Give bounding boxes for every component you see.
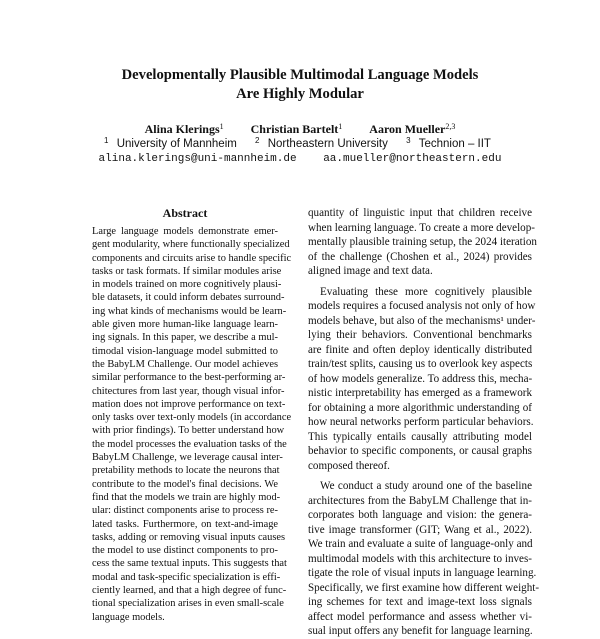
abstract-line: language models. (92, 611, 165, 623)
paragraph (308, 479, 540, 639)
author-name: Aaron Mueller (369, 122, 446, 136)
abstract-line: only tasks over text-only models (in accordance (92, 412, 292, 424)
abstract-line: chitectures from last year, though visual infor- (92, 385, 285, 397)
abstract-line: the model processes the evaluation tasks of the (92, 438, 287, 450)
paragraph (308, 285, 536, 474)
abstract-line: mation does not improve performance on text- (92, 398, 286, 410)
paper-title (60, 66, 540, 104)
abstract-line: contribute to the model's final decisions. We (92, 478, 278, 490)
abstract-line: tasks, adding or removing visual inputs causes (92, 531, 286, 543)
author-name: Christian Bartelt (250, 122, 339, 136)
affiliation (406, 138, 496, 150)
paragraph-line: Evaluating these more cognitively plausible (320, 285, 532, 298)
author-affil-mark: 1 (338, 122, 343, 131)
abstract-line: ing signals. In this paper, we describe a mul- (92, 332, 278, 344)
abstract-line: cess the same textual inputs. This suggests that (92, 558, 287, 570)
author (145, 122, 224, 136)
paragraph (308, 206, 537, 279)
author-affil-mark: 2,3 (445, 122, 456, 131)
abstract-line: the BabyLM Challenge. Our model achieves (92, 358, 278, 370)
abstract-line: BabyLM Challenge, we leverage causal inter- (92, 452, 283, 464)
author-list (100, 121, 500, 137)
affiliation (104, 138, 242, 150)
abstract-line: gent modularity, where functionally specialized (92, 239, 290, 251)
paragraph-line: We conduct a study around one of the baseline (320, 480, 532, 492)
abstract-line: ble datasets, it could inform debates surround- (92, 292, 285, 304)
paragraph-line: We train and evaluate a suite of language-only and (308, 538, 533, 550)
title-line: Developmentally Plausible Multimodal Language Models (121, 67, 479, 83)
paragraph-line: of the challenge (Choshen et al., 2024) provides (308, 250, 532, 263)
affil-mark: 2 (255, 136, 260, 145)
paragraph-line: tigate the role of visual inputs in language learning. (308, 567, 537, 579)
author-email[interactable]: alina.klerings@uni-mannheim.de (98, 153, 297, 165)
abstract-line: components and circuits arise to handle specific (92, 252, 292, 264)
abstract-line: find that the models we train are highly mod- (92, 491, 281, 503)
abstract-line: with prior findings). To better understand how (92, 425, 285, 437)
affil-name: Northeastern University (267, 138, 388, 150)
paragraph-line: models requires a focused analysis not only of how (308, 300, 536, 312)
author-name: Alina Klerings (144, 122, 220, 136)
affil-name: University of Mannheim (116, 138, 237, 150)
paragraph-line: quantity of linguistic input that children receive (308, 207, 532, 219)
abstract-line: tional specialization arises in even small-scale (92, 598, 284, 610)
email-list (60, 152, 540, 166)
affiliation (255, 138, 393, 150)
abstract-line: able given more human-like language learn- (92, 319, 278, 331)
affil-name: Technion – IIT (418, 138, 491, 150)
paragraph-line: how neural networks perform particular behaviors. (308, 416, 534, 428)
paragraph-line: tive image transformer (GIT; Wang et al., 2022). (308, 523, 532, 536)
paragraph-line: architectures from the BabyLM Challenge that in- (308, 494, 532, 507)
paragraph-line: corporates both language and vision: the genera- (308, 509, 532, 521)
paragraph-line: This typically entails causally attributing model (308, 430, 532, 443)
author (251, 122, 343, 136)
paragraph-line: ing schemes for text and image-text loss signals (308, 596, 532, 608)
affil-mark: 1 (104, 136, 109, 145)
paragraph-line: sual input offers any benefit for language learning. (308, 625, 533, 637)
abstract-line: tasks or task formats. If similar modules arise (92, 265, 282, 277)
abstract-line: timodal vision-language model submitted to (92, 345, 278, 357)
abstract-body (92, 225, 292, 624)
paragraph-line: train/test splits, causing us to overlook key aspects (308, 358, 533, 370)
abstract-line: Large language models demonstrate emer- (92, 226, 278, 237)
author (369, 122, 455, 136)
paragraph-line: of how models generalize. To address this, mecha- (308, 372, 533, 385)
paragraph-line: when learning language. To create a more develop- (308, 221, 535, 234)
right-column-body (308, 206, 540, 639)
paragraph-line: affect model performance and assess whether vi- (308, 610, 532, 623)
paragraph-line: lying their behaviors. Conventional benchmarks (308, 329, 532, 341)
paragraph-line: Specifically, we first examine how different weight- (308, 581, 540, 594)
paragraph-line: composed thereof. (308, 459, 390, 472)
paragraph-line: nistic interpretability has emerged as a framework (308, 387, 532, 399)
author-affil-mark: 1 (219, 122, 224, 131)
abstract-line: the model to use distinct components to pro- (92, 545, 278, 557)
title-line: Are Highly Modular (236, 86, 364, 102)
abstract-line: lated tasks. Furthermore, on text-and-image (92, 518, 278, 530)
paragraph-line: multimodal models with this architecture to inves- (308, 552, 532, 565)
paragraph-line: aligned image and text data. (308, 265, 433, 277)
abstract-heading: Abstract (162, 206, 208, 220)
paragraph-line: mentally plausible training setup, the 2024 iteration (308, 236, 537, 248)
paragraph-line: for obtaining a more algorithmic understanding of (308, 401, 532, 414)
abstract-line: ciently learned, and that a high degree of func- (92, 585, 287, 597)
paragraph-line: are finite and often deploy identically distributed (308, 343, 532, 356)
abstract-line: ing what kinds of mechanisms would be learn- (92, 305, 287, 317)
abstract-line: similar performance to the best-performing ar- (92, 372, 286, 384)
paragraph-line: models behave, but also of the mechanisms¹ under- (308, 314, 536, 327)
affiliation-list (60, 137, 540, 152)
abstract-line: pretability methods to locate the neurons that (92, 465, 280, 477)
author-email[interactable]: aa.mueller@northeastern.edu (323, 153, 502, 165)
paragraph-line: behavior to specific components, or causal graphs (308, 445, 532, 457)
abstract-line: ular: distinct components arise to process re- (92, 505, 278, 517)
abstract-line: in models trained on more cognitively plausi- (92, 279, 282, 291)
affil-mark: 3 (406, 136, 411, 145)
abstract-line: modal and task-specific specialization is effi- (92, 571, 281, 583)
